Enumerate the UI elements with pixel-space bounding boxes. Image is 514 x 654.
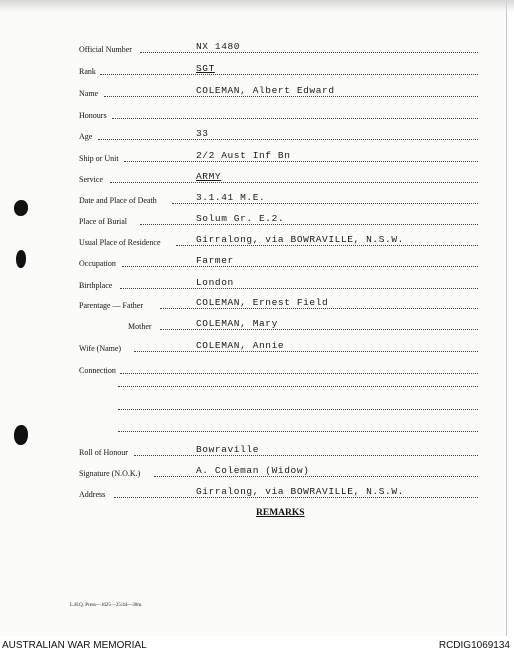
field-occupation <box>0 254 506 268</box>
dotted-line <box>160 308 478 309</box>
field-label: Occupation <box>79 259 116 268</box>
field-label: Mother <box>128 322 152 331</box>
field-usual-residence <box>0 233 506 247</box>
dotted-line <box>118 386 478 387</box>
field-value: ARMY <box>196 171 222 182</box>
field-label: Honours <box>79 111 107 120</box>
dotted-line <box>114 497 478 498</box>
field-label: Parentage — Father <box>79 301 143 310</box>
field-label: Connection <box>79 366 116 375</box>
dotted-line <box>120 373 478 374</box>
field-father <box>0 296 506 310</box>
dotted-line <box>134 455 478 456</box>
field-signature <box>0 464 506 478</box>
field-place-of-burial <box>0 212 506 226</box>
field-value: A. Coleman (Widow) <box>196 465 310 476</box>
field-label: Signature (N.O.K.) <box>79 469 141 478</box>
field-value: Girralong, via BOWRAVILLE, N.S.W. <box>196 486 404 497</box>
field-value: Bowraville <box>196 444 260 455</box>
dotted-line <box>154 476 478 477</box>
field-value: Girralong, via BOWRAVILLE, N.S.W. <box>196 234 404 245</box>
field-value: COLEMAN, Albert Edward <box>196 85 335 96</box>
field-label: Age <box>79 132 93 141</box>
field-value: COLEMAN, Mary <box>196 318 278 329</box>
field-wife <box>0 339 506 353</box>
field-date-place-of-death <box>0 191 506 205</box>
footer-right: RCDIG1069134 <box>438 640 510 651</box>
field-label: Official Number <box>79 45 132 54</box>
dotted-line <box>100 74 478 75</box>
field-ship-or-unit <box>0 149 506 163</box>
field-label: Address <box>79 490 106 499</box>
field-age <box>0 127 506 141</box>
field-connection <box>0 361 506 375</box>
field-value: 33 <box>196 128 209 139</box>
field-value: SGT <box>196 63 215 74</box>
dotted-line <box>104 96 478 97</box>
field-mother <box>0 317 506 331</box>
dotted-line <box>160 329 478 330</box>
field-value: 3.1.41 M.E. <box>196 192 266 203</box>
dotted-line <box>118 409 478 410</box>
field-roll-of-honour <box>0 443 506 457</box>
dotted-line <box>118 431 478 432</box>
field-name <box>0 84 506 98</box>
dotted-line <box>124 161 478 162</box>
scan-edge <box>0 0 514 12</box>
dotted-line <box>98 139 478 140</box>
field-value: 2/2 Aust Inf Bn <box>196 150 291 161</box>
remarks-heading: REMARKS <box>256 508 305 518</box>
field-label: Birthplace <box>79 281 113 290</box>
field-value: COLEMAN, Annie <box>196 340 285 351</box>
field-value: Farmer <box>196 255 234 266</box>
field-birthplace <box>0 276 506 290</box>
dotted-line <box>122 266 478 267</box>
field-label: Rank <box>79 67 96 76</box>
field-value: COLEMAN, Ernest Field <box>196 297 329 308</box>
dotted-line <box>176 245 478 246</box>
dotted-line <box>120 288 478 289</box>
dotted-line <box>112 118 478 119</box>
field-label: Usual Place of Residence <box>79 238 161 247</box>
field-label: Date and Place of Death <box>79 196 157 205</box>
field-value: Solum Gr. E.2. <box>196 213 285 224</box>
footer-left: AUSTRALIAN WAR MEMORIAL <box>2 640 147 651</box>
field-address <box>0 485 506 499</box>
punch-hole <box>14 425 28 445</box>
dotted-line <box>172 203 478 204</box>
field-value: London <box>196 277 234 288</box>
field-rank <box>0 62 506 76</box>
field-value: NX 1480 <box>196 41 241 52</box>
field-service <box>0 170 506 184</box>
field-official-number <box>0 40 506 54</box>
field-label: Wife (Name) <box>79 344 122 353</box>
dotted-line <box>134 351 478 352</box>
dotted-line <box>110 182 478 183</box>
field-label: Place of Burial <box>79 217 127 226</box>
printer-imprint: L.H.Q. Press—1625—25/44—30m. <box>70 603 143 608</box>
dotted-line <box>140 52 478 53</box>
field-label: Ship or Unit <box>79 154 119 163</box>
field-label: Name <box>79 89 99 98</box>
field-label: Roll of Honour <box>79 448 128 457</box>
field-honours <box>0 106 506 120</box>
field-label: Service <box>79 175 103 184</box>
dotted-line <box>140 224 478 225</box>
